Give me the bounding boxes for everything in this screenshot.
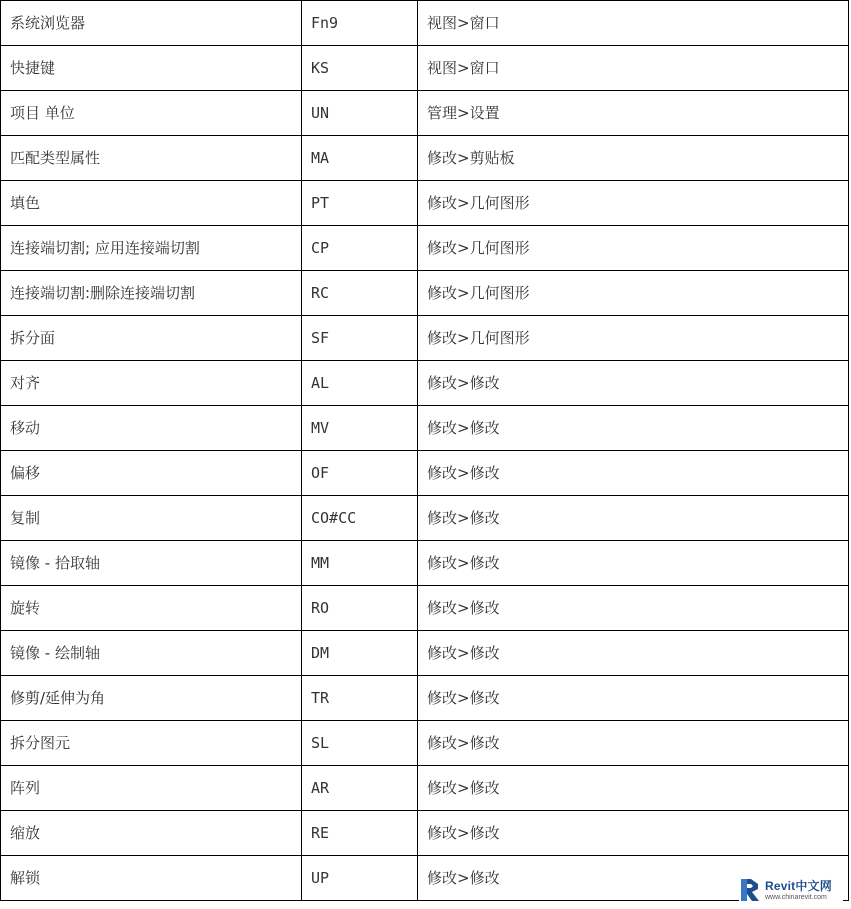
shortcut-key-cell: KS <box>302 46 418 91</box>
menu-path-cell: 修改>修改 <box>418 586 849 631</box>
menu-path-cell: 修改>修改 <box>418 766 849 811</box>
table-row <box>1 496 849 541</box>
command-name-cell: 阵列 <box>1 766 302 811</box>
table-row <box>1 361 849 406</box>
menu-path-cell: 修改>几何图形 <box>418 316 849 361</box>
table-row <box>1 451 849 496</box>
command-name-cell: 镜像 - 拾取轴 <box>1 541 302 586</box>
menu-path-cell: 修改>修改 <box>418 631 849 676</box>
command-name-cell: 修剪/延伸为角 <box>1 676 302 721</box>
command-name-cell: 复制 <box>1 496 302 541</box>
command-name-cell: 镜像 - 绘制轴 <box>1 631 302 676</box>
table-row <box>1 136 849 181</box>
menu-path-cell: 修改>修改 <box>418 811 849 856</box>
command-name-cell: 拆分图元 <box>1 721 302 766</box>
shortcut-key-cell: RE <box>302 811 418 856</box>
table-row <box>1 586 849 631</box>
command-name-cell: 移动 <box>1 406 302 451</box>
menu-path-cell: 修改>几何图形 <box>418 226 849 271</box>
command-name-cell: 偏移 <box>1 451 302 496</box>
revit-r-logo-icon <box>739 877 761 903</box>
watermark-text <box>765 880 832 901</box>
shortcut-key-cell: MM <box>302 541 418 586</box>
table-row <box>1 181 849 226</box>
table-row <box>1 811 849 856</box>
command-name-cell: 填色 <box>1 181 302 226</box>
shortcut-table-body <box>1 1 849 901</box>
table-row <box>1 631 849 676</box>
shortcut-key-cell: SF <box>302 316 418 361</box>
shortcut-key-cell: Fn9 <box>302 1 418 46</box>
shortcut-key-cell: PT <box>302 181 418 226</box>
command-name-cell: 快捷键 <box>1 46 302 91</box>
watermark-url: www.chinarevit.com <box>765 893 827 901</box>
table-row <box>1 226 849 271</box>
table-row <box>1 1 849 46</box>
site-watermark <box>739 876 843 904</box>
shortcut-key-cell: UP <box>302 856 418 901</box>
table-row <box>1 46 849 91</box>
menu-path-cell: 修改>修改 <box>418 676 849 721</box>
menu-path-cell: 修改>剪贴板 <box>418 136 849 181</box>
shortcut-key-cell: DM <box>302 631 418 676</box>
menu-path-cell: 修改>修改 <box>418 451 849 496</box>
menu-path-cell: 修改>修改 <box>418 496 849 541</box>
command-name-cell: 项目 单位 <box>1 91 302 136</box>
shortcut-key-cell: MV <box>302 406 418 451</box>
shortcut-key-cell: AL <box>302 361 418 406</box>
command-name-cell: 旋转 <box>1 586 302 631</box>
table-row <box>1 721 849 766</box>
menu-path-cell: 修改>修改 <box>418 541 849 586</box>
menu-path-cell: 修改>修改 <box>418 361 849 406</box>
shortcut-key-cell: SL <box>302 721 418 766</box>
table-row <box>1 856 849 901</box>
menu-path-cell: 修改>修改 <box>418 721 849 766</box>
table-row <box>1 406 849 451</box>
command-name-cell: 解锁 <box>1 856 302 901</box>
table-row <box>1 541 849 586</box>
table-row <box>1 91 849 136</box>
table-row <box>1 271 849 316</box>
menu-path-cell: 修改>修改 <box>418 406 849 451</box>
menu-path-cell: 管理>设置 <box>418 91 849 136</box>
command-name-cell: 连接端切割; 应用连接端切割 <box>1 226 302 271</box>
menu-path-cell: 视图>窗口 <box>418 46 849 91</box>
menu-path-cell: 修改>几何图形 <box>418 271 849 316</box>
menu-path-cell: 修改>几何图形 <box>418 181 849 226</box>
shortcut-key-cell: RC <box>302 271 418 316</box>
shortcut-key-cell: CO#CC <box>302 496 418 541</box>
command-name-cell: 拆分面 <box>1 316 302 361</box>
shortcut-key-cell: RO <box>302 586 418 631</box>
shortcut-key-cell: TR <box>302 676 418 721</box>
table-row <box>1 766 849 811</box>
table-row <box>1 316 849 361</box>
shortcut-key-cell: MA <box>302 136 418 181</box>
command-name-cell: 对齐 <box>1 361 302 406</box>
shortcut-key-cell: AR <box>302 766 418 811</box>
shortcut-key-cell: CP <box>302 226 418 271</box>
command-name-cell: 缩放 <box>1 811 302 856</box>
command-name-cell: 匹配类型属性 <box>1 136 302 181</box>
shortcut-key-cell: OF <box>302 451 418 496</box>
command-name-cell: 系统浏览器 <box>1 1 302 46</box>
menu-path-cell: 视图>窗口 <box>418 1 849 46</box>
shortcut-key-cell: UN <box>302 91 418 136</box>
command-name-cell: 连接端切割:删除连接端切割 <box>1 271 302 316</box>
menu-path-cell: 修改>修改 <box>418 856 849 901</box>
watermark-brand: Revit中文网 <box>765 878 832 893</box>
table-row <box>1 676 849 721</box>
